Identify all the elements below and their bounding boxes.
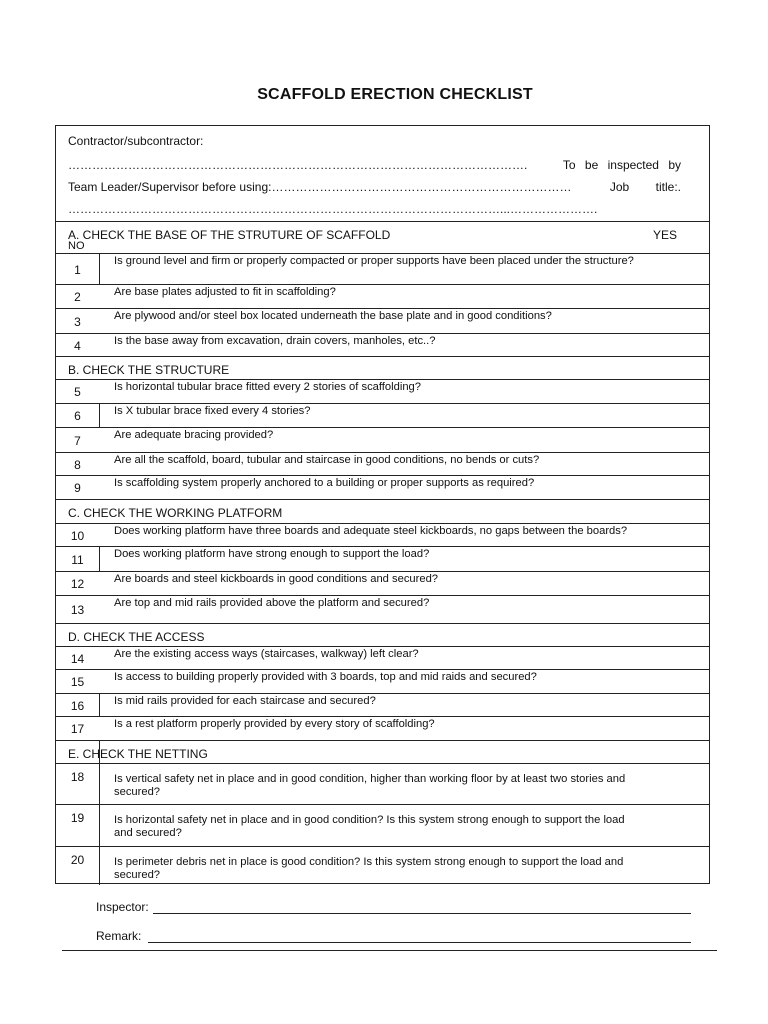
item-number: 11: [71, 553, 84, 567]
yes-column-label: YES: [652, 228, 677, 242]
item-question: Is horizontal tubular brace fitted every 2 stories of scaffolding?: [114, 381, 421, 393]
checklist-row[interactable]: [56, 846, 709, 885]
inspector-signature-line[interactable]: [153, 913, 691, 914]
inspector-label: Inspector:: [96, 900, 149, 914]
section-heading: [68, 363, 699, 377]
contractor-label: Contractor/subcontractor:: [68, 134, 204, 148]
item-question: Is scaffolding system properly anchored to a building or proper supports as required?: [114, 477, 535, 489]
item-number: 17: [70, 722, 85, 736]
number-column-divider: [99, 546, 100, 571]
supervisor-line: [68, 180, 681, 194]
item-question: Is ground level and firm or properly compacted or proper supports have been placed under the structure?: [114, 255, 634, 267]
item-number: 2: [74, 290, 81, 304]
supervisor-field[interactable]: …………………………………………………………………: [271, 180, 572, 194]
item-question: Is the base away from excavation, drain covers, manholes, etc..?: [114, 335, 436, 347]
item-number: 12: [70, 577, 85, 591]
item-question: Does working platform have strong enough to support the load?: [114, 548, 430, 560]
checklist-row[interactable]: [56, 669, 709, 693]
checklist-row[interactable]: [56, 253, 709, 284]
checklist-row[interactable]: [56, 475, 709, 499]
row-divider: [56, 356, 709, 357]
checklist-row[interactable]: [56, 595, 709, 623]
section-heading: [68, 630, 699, 644]
checklist-table: [55, 125, 710, 884]
item-question: Is mid rails provided for each staircase and secured?: [114, 695, 376, 707]
item-number: 19: [70, 811, 85, 825]
number-column-divider: [99, 253, 100, 284]
checklist-row[interactable]: [56, 546, 709, 571]
checklist-row[interactable]: [56, 452, 709, 475]
title-label: title:.: [655, 180, 681, 194]
inspected-by-text: To be inspected by: [562, 158, 681, 172]
item-question: Is horizontal safety net in place and in good condition? Is this system strong enough to support the load and secured?: [114, 814, 625, 839]
item-number: 5: [74, 385, 81, 399]
item-number: 18: [70, 770, 85, 784]
item-question: Are base plates adjusted to fit in scaffolding?: [114, 286, 336, 298]
job-label: Job: [609, 180, 630, 194]
item-question: Is vertical safety net in place and in good condition, higher than working floor by at least two stories and secured?: [114, 773, 626, 798]
checklist-row[interactable]: [56, 379, 709, 403]
item-number: 13: [70, 603, 85, 617]
item-question: Are adequate bracing provided?: [114, 429, 274, 441]
page-title: SCAFFOLD ERECTION CHECKLIST: [257, 86, 533, 103]
contractor-field[interactable]: …………………………………………………………………………………………………….: [68, 158, 528, 172]
item-number: 16: [70, 699, 85, 713]
section-label: A. CHECK THE BASE OF THE STRUTURE OF SCAFFOLD: [68, 228, 391, 242]
header-block: [68, 134, 681, 216]
item-question: Does working platform have three boards and adequate steel kickboards, no gaps between the boards?: [114, 525, 628, 537]
item-number: 6: [74, 409, 81, 423]
no-column-label: NO: [68, 240, 85, 252]
item-number: 7: [74, 434, 81, 448]
checklist-row[interactable]: [56, 333, 709, 356]
checklist-row[interactable]: [56, 571, 709, 595]
section-label: D. CHECK THE ACCESS: [68, 630, 205, 644]
section-label: E. CHECK THE NETTING: [68, 747, 208, 761]
item-question: Are plywood and/or steel box located underneath the base plate and in good conditions?: [114, 310, 552, 322]
row-divider: [56, 740, 709, 741]
item-question: Is a rest platform properly provided by every story of scaffolding?: [114, 718, 435, 730]
item-number: 8: [74, 458, 81, 472]
row-divider: [56, 221, 709, 222]
item-number: 15: [70, 675, 85, 689]
section-heading: [68, 747, 699, 761]
item-question: Are top and mid rails provided above the platform and secured?: [114, 597, 430, 609]
checklist-row[interactable]: [56, 523, 709, 546]
item-number: 4: [74, 339, 81, 353]
checklist-row[interactable]: [56, 716, 709, 740]
item-question: Are the existing access ways (staircases, walkway) left clear?: [114, 648, 419, 660]
section-heading: [68, 506, 699, 520]
checklist-row[interactable]: [56, 646, 709, 669]
item-question: Are all the scaffold, board, tubular and staircase in good conditions, no bends or cuts?: [114, 454, 540, 466]
inspection-line: [68, 158, 681, 172]
number-column-divider: [99, 693, 100, 716]
item-number: 9: [74, 481, 81, 495]
row-divider: [56, 499, 709, 500]
supervisor-label: Team Leader/Supervisor before using:…………………………………………………………………: [68, 180, 572, 194]
checklist-row[interactable]: [56, 693, 709, 716]
item-question: Is perimeter debris net in place is good condition? Is this system strong enough to support the load and secured?: [114, 856, 624, 881]
checklist-row[interactable]: [56, 763, 709, 804]
item-question: Are boards and steel kickboards in good conditions and secured?: [114, 573, 439, 585]
number-column-divider: [99, 740, 100, 885]
item-question: Is X tubular brace fixed every 4 stories?: [114, 405, 311, 417]
checklist-row[interactable]: [56, 403, 709, 427]
item-number: 10: [70, 529, 85, 543]
remark-line[interactable]: [148, 942, 691, 943]
number-column-divider: [99, 403, 100, 427]
section-heading: [68, 228, 699, 252]
item-number: 14: [70, 652, 85, 666]
section-label: C. CHECK THE WORKING PLATFORM: [68, 506, 283, 520]
checklist-row[interactable]: [56, 308, 709, 333]
section-label: B. CHECK THE STRUCTURE: [68, 363, 230, 377]
remark-label: Remark:: [96, 929, 142, 943]
row-divider: [56, 623, 709, 624]
job-title-field[interactable]: ………………………………………………………………………………………………...………………….: [68, 202, 598, 216]
item-question: Is access to building properly provided with 3 boards, top and mid raids and secured?: [114, 671, 537, 683]
item-number: 3: [74, 315, 81, 329]
checklist-row[interactable]: [56, 284, 709, 308]
item-number: 1: [74, 263, 81, 277]
item-number: 20: [70, 853, 85, 867]
checklist-row[interactable]: [56, 427, 709, 452]
footer-divider: [62, 950, 717, 951]
checklist-row[interactable]: [56, 804, 709, 846]
